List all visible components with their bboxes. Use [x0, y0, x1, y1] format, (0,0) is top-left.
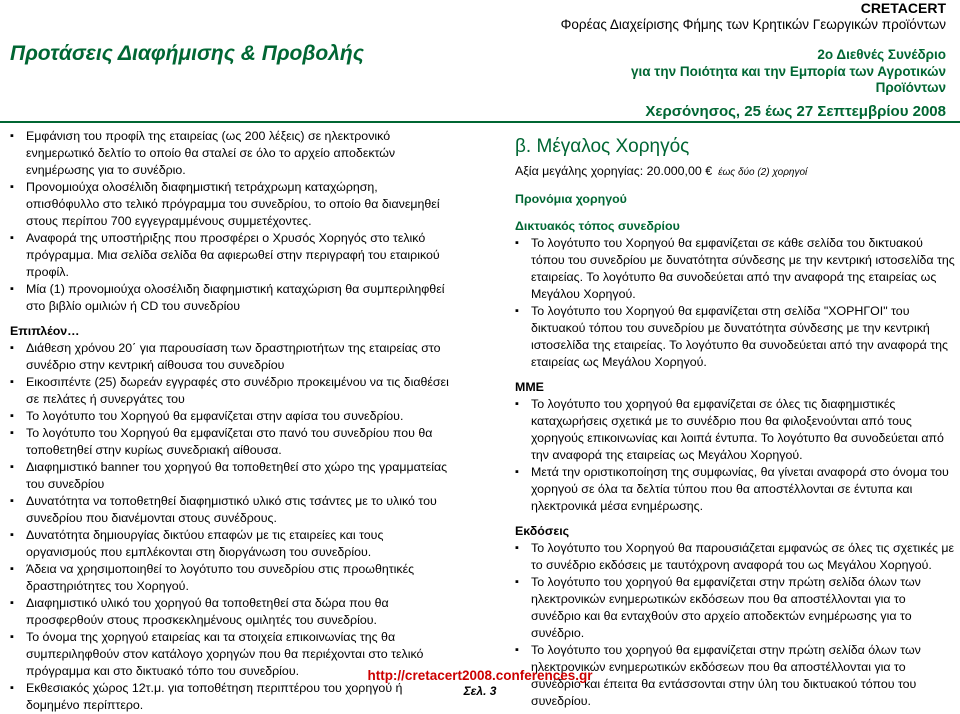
square-bullet-icon: ▪ — [10, 232, 14, 244]
square-bullet-icon: ▪ — [10, 376, 14, 388]
media-benefits — [515, 396, 955, 515]
square-bullet-icon: ▪ — [515, 542, 519, 554]
extra-heading: Επιπλέον… — [10, 324, 80, 338]
square-bullet-icon: ▪ — [10, 427, 14, 439]
square-bullet-icon: ▪ — [10, 597, 14, 609]
conference-subtitle: για την Ποιότητα και την Εμπορία των Αγροτικών — [630, 63, 946, 79]
amount-note: έως δύο (2) χορηγοί — [718, 167, 808, 178]
square-bullet-icon: ▪ — [10, 529, 14, 541]
list-item — [515, 540, 955, 574]
list-item — [10, 230, 452, 281]
square-bullet-icon: ▪ — [10, 495, 14, 507]
list-item — [10, 493, 452, 527]
org-name: CRETACERT — [860, 0, 946, 16]
left-column — [10, 128, 452, 714]
list-item-text: Αναφορά της υποστήριξης που προσφέρει ο Χρυσός Χορηγός στο τελικό πρόγραμμα. Μια σελίδα σελίδα θα αφιερωθεί στην περιγραφή του εταιρικού προφίλ. — [26, 231, 440, 279]
list-item-text: Διαφημιστικό banner του χορηγού θα τοποθετηθεί στο χώρο της γραμματείας του συνεδρίου — [26, 460, 448, 491]
conference-subtitle-2: Προϊόντων — [875, 80, 946, 95]
extra-benefits — [10, 340, 452, 714]
list-item-text: Το όνομα της χορηγού εταιρείας και τα στοιχεία επικοινωνίας της θα συμπεριληφθούν στον κατάλογο χορηγών που θα περιέχονται στο τελικό πρόγραμμα και στο δικτυακό τόπο του συνεδρίου. — [26, 630, 424, 678]
conference-title: 2ο Διεθνές Συνέδριο — [817, 47, 946, 62]
list-item — [10, 561, 452, 595]
list-item — [10, 425, 452, 459]
square-bullet-icon: ▪ — [515, 398, 519, 410]
square-bullet-icon: ▪ — [515, 576, 519, 588]
list-item — [10, 408, 452, 425]
amount-label: Αξία μεγάλης χορηγίας: 20.000,00 € — [515, 164, 713, 178]
square-bullet-icon: ▪ — [515, 305, 519, 317]
square-bullet-icon: ▪ — [10, 181, 14, 193]
square-bullet-icon: ▪ — [10, 342, 14, 354]
list-item-text: Το λογότυπο του Χορηγού θα εμφανίζεται στη σελίδα "ΧΟΡΗΓΟΙ" του δικτυακού τόπου του συνεδρίου με δυνατότητα σύνδεσης με την κεντρική ιστοσελίδα της εταιρείας. Το λογότυπο θα συνοδεύεται από την αναφορά της εταιρείας ως Μεγάλου Χορηγού. — [531, 304, 948, 369]
list-item — [10, 340, 452, 374]
header-divider — [0, 121, 960, 123]
square-bullet-icon: ▪ — [10, 682, 14, 694]
square-bullet-icon: ▪ — [10, 461, 14, 473]
conference-date: Χερσόνησος, 25 έως 27 Σεπτεμβρίου 2008 — [645, 103, 946, 120]
list-item — [515, 574, 955, 642]
list-item-text: Το λογότυπο του Χορηγού θα εμφανίζεται στο πανό του συνεδρίου που θα τοποθετηθεί στην κυρίως συνεδριακή αίθουσα. — [26, 426, 433, 457]
list-item — [10, 374, 452, 408]
sponsorship-amount — [515, 163, 955, 181]
list-item-text: Μετά την οριστικοποίηση της συμφωνίας, θα γίνεται αναφορά στο όνομα του χορηγού σε όλα τα δελτία τύπου που θα αποστέλλονται σε έντυπα και ηλεκτρονικά μέσα ενημέρωσης. — [531, 465, 949, 513]
list-item-text: Μία (1) προνομιούχα ολοσέλιδη διαφημιστική καταχώριση θα συμπεριληφθεί στο βιβλίο ομιλιών ή CD του συνεδρίου — [26, 282, 445, 313]
list-item — [10, 281, 452, 315]
square-bullet-icon: ▪ — [10, 283, 14, 295]
list-item-text: Εμφάνιση του προφίλ της εταιρείας (ως 200 λέξεις) σε ηλεκτρονικό ενημερωτικό δελτίο το οποίο θα σταλεί σε όλο το αρχείο αποδεκτών ενημέρωσης για το συνέδριο. — [26, 129, 396, 177]
list-item — [10, 459, 452, 493]
square-bullet-icon: ▪ — [515, 644, 519, 656]
square-bullet-icon: ▪ — [515, 466, 519, 478]
list-item — [515, 396, 955, 464]
list-item-text: Άδεια να χρησιμοποιηθεί το λογότυπο του συνεδρίου στις προωθητικές δραστηριότητες του Χορηγού. — [26, 562, 415, 593]
square-bullet-icon: ▪ — [515, 237, 519, 249]
org-description: Φορέας Διαχείρισης Φήμης των Κρητικών Γεωργικών προϊόντων — [560, 16, 946, 32]
list-item — [515, 235, 955, 303]
website-benefits — [515, 235, 955, 371]
list-item — [515, 303, 955, 371]
list-item — [10, 595, 452, 629]
list-item-text: Το λογότυπο του Χορηγού θα παρουσιάζεται εμφανώς σε όλες τις σχετικές με το συνέδριο εκδόσεις με ταυτόχρονη αναφορά του ως Μεγάλου Χορηγού. — [531, 541, 955, 572]
gold-sponsor-benefits — [10, 128, 452, 315]
list-item-text: Το λογότυπο του χορηγού θα εμφανίζεται στην πρώτη σελίδα όλων των ηλεκτρονικών ενημερωτικών εκδόσεων που θα αποστέλλονται για το συνέδριο και θα ενταχθούν στο αρχείο αποδεκτών ενημέρωσης για το συνέδριο. — [531, 575, 921, 640]
footer-url-link[interactable]: http://cretacert2008.conferences.gr — [367, 668, 593, 683]
list-item-text: Το λογότυπο του Χορηγού θα εμφανίζεται σε κάθε σελίδα του δικτυακού τόπου του συνεδρίου με δυνατότητα σύνδεσης με την κεντρική ιστοσελίδα της εταιρείας. Το λογότυπο θα συνοδεύεται από την αναφορά της εταιρείας ως Μεγάλου Χορηγού. — [531, 236, 955, 301]
list-item-text: Δυνατότητα δημιουργίας δικτύου επαφών με τις εταιρείες και τους οργανισμούς που εμπλέκονται στη διοργάνωση του συνεδρίου. — [26, 528, 384, 559]
list-item-text: Το λογότυπο του Χορηγού θα εμφανίζεται στην αφίσα του συνεδρίου. — [26, 409, 404, 423]
list-item-text: Το λογότυπο του χορηγού θα εμφανίζεται σε όλες τις διαφημιστικές καταχωρήσεις σχετικά με το συνέδριο που θα φιλοξενούνται από τους χορηγούς επικοινωνίας και λοιπά έντυπα. Το λογότυπο θα συνοδεύεται από την αναφορά της εταιρείας ως Μεγάλου Χορηγού. — [531, 397, 944, 462]
list-item-text: Διαφημιστικό υλικό του χορηγού θα τοποθετηθεί στα δώρα που θα προσφερθούν στους προσκεκλημένους ομιλητές του συνεδρίου. — [26, 596, 389, 627]
square-bullet-icon: ▪ — [10, 130, 14, 142]
publications-heading: Εκδόσεις — [515, 524, 570, 538]
section-heading: β. Μέγαλος Χορηγός — [515, 136, 690, 157]
header-block — [470, 0, 946, 97]
square-bullet-icon: ▪ — [10, 563, 14, 575]
list-item-text: Το λογότυπο του χορηγού θα εμφανίζεται στην πρώτη σελίδα όλων των ηλεκτρονικών ενημερωτικών εκδόσεων που θα αποστέλλονται για το συνέδριο και έπειτα θα εντάσσονται στην ύλη του δικτυακού τόπου του συνεδρίου. — [531, 643, 921, 708]
list-item — [10, 128, 452, 179]
list-item — [515, 464, 955, 515]
list-item-text: Προνομιούχα ολοσέλιδη διαφημιστική τετράχρωμη καταχώρηση, οπισθόφυλλο στο τελικό πρόγραμμα του συνεδρίου, το οποίο θα διανεμηθεί στους περίπου 700 εγγεγραμμένους συμμετέχοντες. — [26, 180, 440, 228]
page-number: Σελ. 3 — [463, 684, 497, 698]
media-heading: ΜΜΕ — [515, 380, 544, 394]
list-item-text: Εκθεσιακός χώρος 12τ.μ. για τοποθέτηση περιπτέρου του χορηγού ή δομημένο περίπτερο. — [26, 681, 403, 712]
square-bullet-icon: ▪ — [10, 631, 14, 643]
list-item-text: Εικοσιπέντε (25) δωρεάν εγγραφές στο συνέδριο προκειμένου να τις διαθέσει σε πελάτες ή συνεργάτες του — [26, 375, 449, 406]
privileges-heading: Προνόμια χορηγού — [515, 192, 627, 206]
right-column — [515, 138, 955, 710]
website-heading: Δικτυακός τόπος συνεδρίου — [515, 219, 680, 233]
square-bullet-icon: ▪ — [10, 410, 14, 422]
list-item-text: Δυνατότητα να τοποθετηθεί διαφημιστικό υλικό στις τσάντες με το υλικό του συνεδρίου που διανέμονται στους συνέδρους. — [26, 494, 437, 525]
list-item-text: Διάθεση χρόνου 20΄ για παρουσίαση των δραστηριοτήτων της εταιρείας στο συνέδριο στην κεντρική αίθουσα του συνεδρίου — [26, 341, 441, 372]
page-title: Προτάσεις Διαφήμισης & Προβολής — [10, 42, 364, 65]
list-item — [10, 179, 452, 230]
list-item — [10, 527, 452, 561]
